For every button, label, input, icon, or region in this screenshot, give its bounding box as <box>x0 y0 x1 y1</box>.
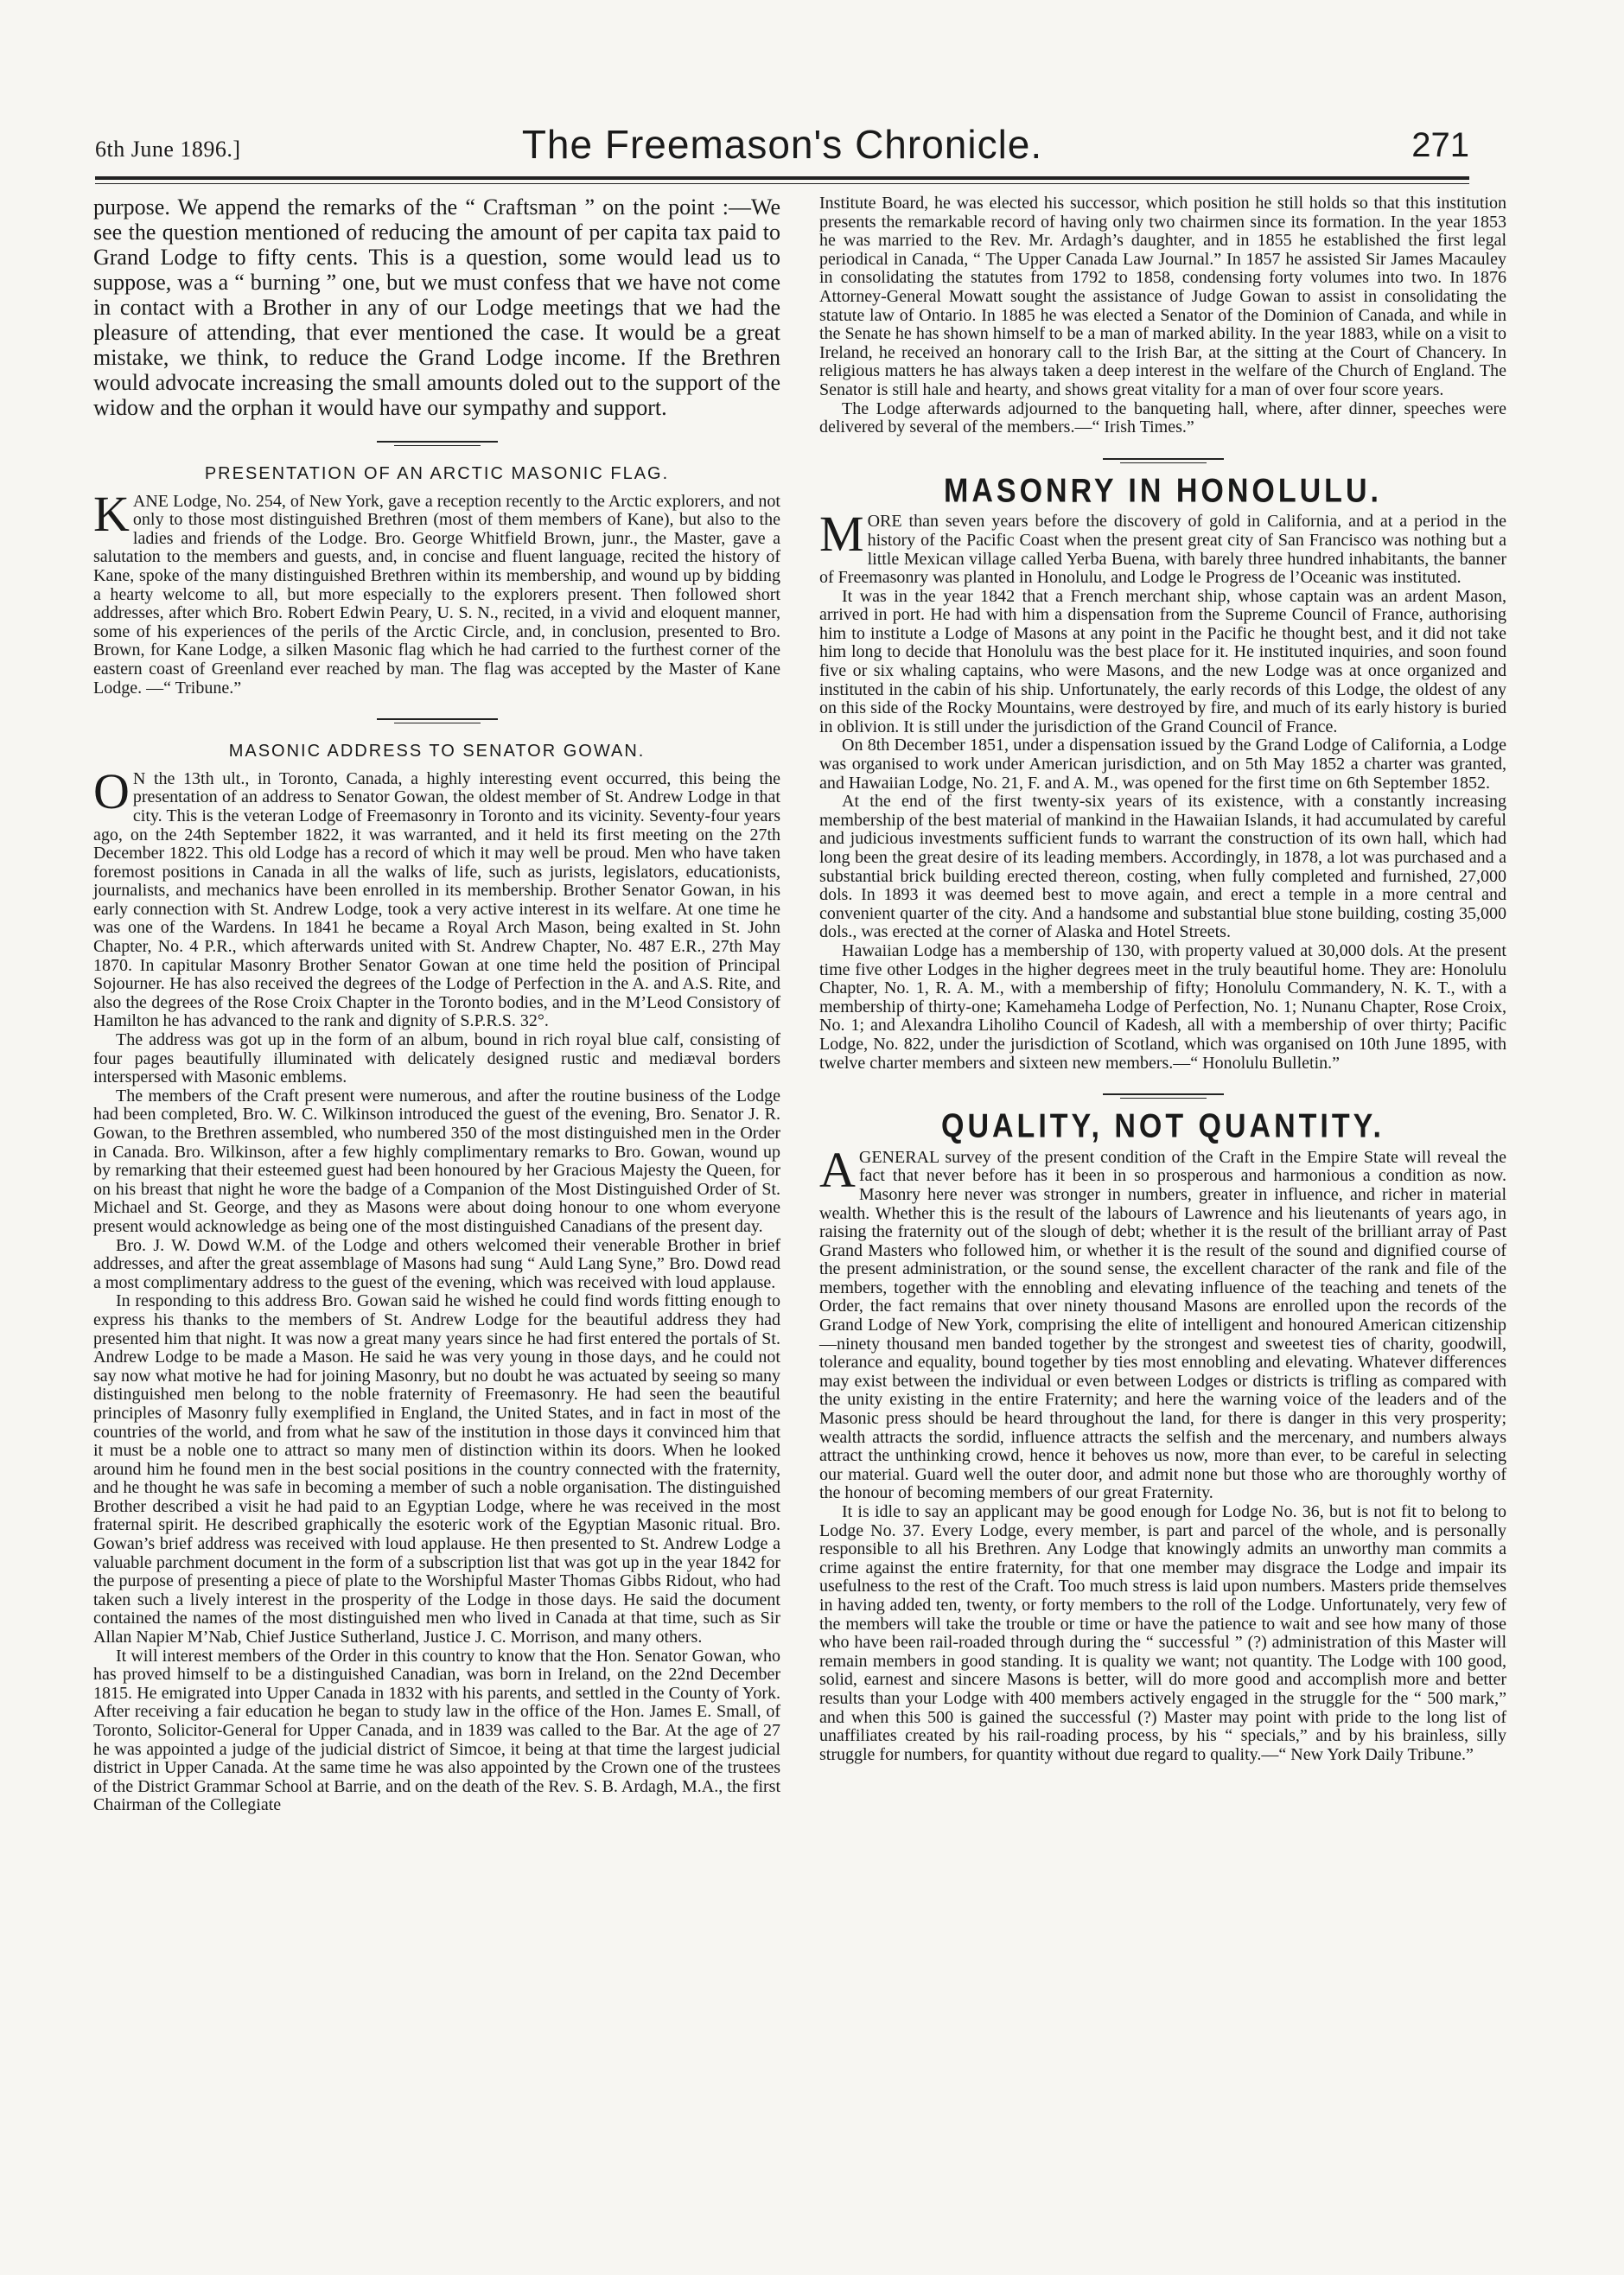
issue-date: 6th June 1896.] <box>95 137 241 162</box>
honolulu-paragraph-4: At the end of the first twenty-six years of its existence, with a constantly increasing membership of the best material of mankind in the Hawaiian Islands, it had accumulated by careful and judicious investments sufficient funds to warrant the construction of its own hall, which had long been the great desire of its leading members. Accordingly, in 1878, a lot was purchased and a substantial brick building erected thereon, costing, when fully completed and furnished, 27,000 dols. In 1893 it was deemed best to move again, and erect a temple in a more central and convenient quarter of the city. And a handsome and substantial blue stone building, costing 35,000 dols., was erected at the corner of Alaska and Hotel Streets. <box>819 792 1506 942</box>
gowan-paragraph-1 <box>93 762 780 1031</box>
honolulu-dropcap: M <box>819 506 864 563</box>
honolulu-paragraph-2: It was in the year 1842 that a French merchant ship, whose captain was an ardent Mason, arrived in port. He had with him a dispensation from the Supreme Council of France, authorising him to institute a Lodge of Masons at any point in the Pacific he thought best, and it did not take him long to decide that Honolulu was the best place for it. He instituted inquiries, and soon found five or six whaling captains, who were Masons, and the new Lodge was at once organized and instituted in the cabin of his ship. Unfortunately, the early records of this Lodge, the oldest of any on this side of the Rocky Mountains, were destroyed by fire, and much of its early history is buried in oblivion. It is still under the jurisdiction of the Grand Council of France. <box>819 586 1506 736</box>
quality-paragraph-1 <box>819 1141 1506 1503</box>
quality-paragraph-1-text: GENERAL survey of the present condition of the Craft in the Empire State will reveal the fact that never before has it been in so prosperous and harmonious a condition as now. Masonry here never was stronger in numbers, greater in influence, and richer in material wealth. Whether this is the result of the labours of Lawrence and his lieutenants of years ago, in raising the fraternity out of the slough of debt; whether it is the result of the brilliant array of Past Grand Masters who followed him, or whether it is the result of the sound and dignified course of the present administration, or the sound sense, the excellent character of the rank and file of the members, together with the ennobling and elevating influence of the teaching and tenets of the Order, the fact remains that over ninety thousand Masons are enrolled upon the records of the Grand Lodge of New York, comprising the elite of intelligent and honoured American citizenship—ninety thousand men banded together by the strongest and sweetest ties of charity, goodwill, tolerance and equality, bound together by ties most ennobling and elevating. Whatever differences may exist between the individual or even between Lodges or districts is trifling as compared with the unity existing in the entire Fraternity; and here the warning voice of the leaders and of the Masonic press should be heard throughout the land, for there is danger in this very prosperity; wealth attracts the sordid, influence attracts the selfish and the mercenary, and numbers always attract the unthinking crowd, hence it behoves us now, more than ever, to be careful in selecting our material. Guard well the outer door, and admit none but those who are thoroughly worthy of the honour of becoming members of our great Fraternity. <box>819 1147 1506 1503</box>
flag-article-text: ANE Lodge, No. 254, of New York, gave a reception recently to the Arctic explorers, and not only to those most distinguished Brethren (most of them members of Kane), but also to the ladies and friends of the Lodge. Bro. George Whitfield Brown, junr., the Master, gave a salutation to the members and guests, and, in concise and fluent language, recited the history of Kane, spoke of the many distinguished Brethren within its membership, and wound up by bidding a hearty welcome to all, but more especially to the explorers present. Then followed short addresses, after which Bro. Robert Edwin Peary, U. S. N., recited, in a vivid and eloquent manner, some of his experiences of the perils of the Arctic Circle, and, in conclusion, presented to Bro. Brown, for Kane Lodge, a silken Masonic flag which he had carried to the furthest corner of the eastern coast of Greenland ever reached by man. The flag was accepted by the Master of Kane Lodge. —“ Tribune.” <box>93 491 780 698</box>
masthead <box>95 121 1469 182</box>
honolulu-paragraph-1 <box>819 506 1506 588</box>
gowan-dropcap: O <box>93 762 130 819</box>
masthead-rule <box>95 176 1469 180</box>
flag-article-heading: PRESENTATION OF AN ARCTIC MASONIC FLAG. <box>204 464 670 483</box>
gowan-continuation: Institute Board, he was elected his successor, which position he still holds so that this institution presents the remarkable record of having only two chairmen since its formation. In the year 1853 he was married to the Rev. Mr. Ardagh’s daughter, and in 1855 he established the first legal periodical in Canada, “ The Upper Canada Law Journal.” In 1857 he assisted Sir James Macauley in consolidating the statutes from 1792 to 1858, condensing forty volumes into two. In 1876 Attorney-General Mowatt sought the assistance of Judge Gowan to assist in consolidating the statute law of Ontario. In 1885 he was elected a Senator of the Dominion of Canada, and while in the Senate he has shown himself to be a man of marked ability. In the year 1883, while on a visit to Ireland, he received an honorary call to the Irish Bar, at the sitting at the Court of Chancery. In religious matters he has always taken a deep interest in the welfare of the Church of England. The Senator is still hale and hearty, and shows great vitality for a man of over four score years. <box>819 194 1506 399</box>
honolulu-article-heading: MASONRY IN HONOLULU. <box>944 471 1382 510</box>
quality-article-heading: QUALITY, NOT QUANTITY. <box>941 1107 1385 1145</box>
quality-paragraph-2: It is idle to say an applicant may be good enough for Lodge No. 36, but is not fit to belong to Lodge No. 37. Every Lodge, every member, is part and parcel of the whole, and is personally responsible to all his Brethren. Any Lodge that knowingly admits an unworthy man commits a crime against the entire fraternity, for that one member may disgrace the Lodge and impair its usefulness to the rest of the Craft. Too much stress is laid upon numbers. Masters pride themselves in having added ten, twenty, or forty members to the roll of the Lodge. Unfortunately, very few of the members will take the trouble or time or have the patience to wait and see how many of those who have been rail-roaded through during the “ successful ” (?) administration of this Master will remain members in good standing. It is quality we want; not quantity. The Lodge with 100 good, solid, earnest and sincere Masons is better, will do more good and accomplish more and better results than your Lodge with 400 members actively engaged in the struggle for the “ 500 mark,” and when this 500 is gained the successful (?) Master may point with pride to the long list of unaffiliates created by his rail-roading process, by his “ specials,” and by his brainless, silly struggle for numbers, for quantity without due regard to quality.—“ New York Daily Tribune.” <box>819 1502 1506 1764</box>
flag-article-body <box>93 485 780 698</box>
left-column <box>93 194 780 1815</box>
section-divider <box>93 718 780 723</box>
section-divider <box>819 1093 1506 1099</box>
gowan-paragraph-1-text: N the 13th ult., in Toronto, Canada, a highly interesting event occurred, this being the presentation of an address to Senator Gowan, the oldest member of St. Andrew Lodge in that city. This is the veteran Lodge of Freemasonry in Toronto and its vicinity. Seventy-four years ago, on the 24th September 1822, it was warranted, and it held its first meeting on the 27th December 1822. This old Lodge has a record of which it may well be proud. Men who have taken foremost positions in Canada in all the walks of life, such as jurists, legislators, educationists, journalists, and mechanics have been enrolled in its membership. Brother Senator Gowan, in his early connection with St. Andrew Lodge, took a very active interest in its welfare. At one time he was one of the Wardens. In 1841 he became a Royal Arch Mason, being exalted in St. John Chapter, No. 4 P.R., which afterwards united with St. Andrew Chapter, No. 487 E.R., 27th May 1870. In capitular Masonry Brother Senator Gowan at one time held the position of Principal Sojourner. He has also received the degrees of the Lodge of Perfection in the A. and A.S. Rite, and also the degrees of the Rose Croix Chapter in the Toronto bodies, and in the M’Leod Consistory of Hamilton he has advanced to the rank and dignity of S.P.R.S. 32°. <box>93 768 780 1031</box>
honolulu-paragraph-1-text: ORE than seven years before the discovery of gold in California, and at a period in the history of the Pacific Coast when the present great city of San Francisco was nothing but a little Mexican village called Yerba Buena, with barely three hundred inhabitants, the banner of Freemasonry was planted in Honolulu, and Lodge le Progress de l’Oceanic was instituted. <box>819 512 1506 588</box>
gowan-paragraph-6: It will interest members of the Order in this country to know that the Hon. Senator Gowan, who has proved himself to be a distinguished Canadian, was born in Ireland, on the 22nd December 1815. He emigrated into Upper Canada in 1832 with his parents, and settled in the County of York. After receiving a fair education he began to study law in the office of the Hon. James E. Small, of Toronto, Solicitor-General for Upper Canada, and in 1839 was called to the Bar. At the age of 27 he was appointed a judge of the judicial district of Simcoe, it being at that time the largest judicial district in Upper Canada. At the same time he was also appointed by the Crown one of the trustees of the District Grammar School at Barrie, and on the death of the Rev. S. B. Ardagh, M.A., the first Chairman of the Collegiate <box>93 1646 780 1815</box>
right-column <box>819 194 1506 1764</box>
gowan-paragraph-4: Bro. J. W. Dowd W.M. of the Lodge and others welcomed their venerable Brother in brief addresses, and after the great assemblage of Masons had sung “ Auld Lang Syne,” Bro. Dowd read a most complimentary address to the guest of the evening, which was received with loud applause. <box>93 1235 780 1292</box>
gowan-paragraph-5: In responding to this address Bro. Gowan said he wished he could find words fitting enough to express his thanks to the members of St. Andrew Lodge for the beautiful address they had presented him that night. It was now a great many years since he had first entered the portals of St. Andrew Lodge to be made a Mason. He said he was very young in those days, and he could not say now what motive he had for joining Masonry, but no doubt he was actuated by seeing so many distinguished men belong to the noble fraternity of Freemasonry. He had seen the beautiful principles of Masonry fully exemplified in England, the United States, and in fact in most of the countries of the world, and from what he saw of the institution in those days it convinced him that it must be a noble one to attract so many men of distinction within its doors. When he looked around him he found men in the best social positions in the country connected with the fraternity, and he thought he was safe in becoming a member of such a noble organisation. The distinguished Brother described a visit he had paid to an Egyptian Lodge, where he was received in the most fraternal spirit. He described graphically the esoteric work of the Egyptian Masonic ritual. Bro. Gowan’s brief address was received with loud applause. He then presented to St. Andrew Lodge a valuable parchment document in the form of a subscription list that was got up in the year 1842 for the purpose of presenting a piece of plate to the Worshipful Master Thomas Gibbs Ridout, who had taken such a lively interest in the prosperity of the Lodge in those days. He said the document contained the names of the most distinguished men who lived in Canada at that time, such as Sir Allan Napier M’Nab, Chief Justice Sutherland, Justice J. C. Morrison, and many others. <box>93 1291 780 1647</box>
section-divider <box>93 441 780 446</box>
quality-dropcap: A <box>819 1141 856 1198</box>
gowan-paragraph-2: The address was got up in the form of an album, bound in rich royal blue calf, consisting of four pages beautifully illuminated with delicately designed rustic and mediæval borders interspersed with Masonic emblems. <box>93 1030 780 1087</box>
flag-dropcap: K <box>93 485 130 542</box>
gowan-article-heading: MASONIC ADDRESS TO SENATOR GOWAN. <box>228 742 646 762</box>
intro-paragraph: purpose. We append the remarks of the “ Craftsman ” on the point :—We see the question mentioned of reducing the amount of per capita tax paid to Grand Lodge to fifty cents. This is a question, some would lead us to suppose, was a “ burning ” one, but we must confess that we have not come in contact with a Brother in any of our Lodge meetings that we had the pleasure of attending, that ever mentioned the case. It would be a great mistake, we think, to reduce the Grand Lodge income. If the Brethren would advocate increasing the small amounts doled out to the support of the widow and the orphan it would have our sympathy and support. <box>93 194 780 420</box>
gowan-closing: The Lodge afterwards adjourned to the banqueting hall, where, after dinner, speeches were delivered by several of the members.—“ Irish Times.” <box>819 398 1506 437</box>
page-number: 271 <box>1411 126 1469 164</box>
section-divider <box>819 458 1506 463</box>
honolulu-paragraph-5: Hawaiian Lodge has a membership of 130, with property valued at 30,000 dols. At the present time five other Lodges in the higher degrees meet in the truly beautiful home. They are: Honolulu Chapter, No. 1, R. A. M., with a membership of fifty; Honolulu Commandery, N. K. T., with a membership of thirty-one; Kamehameha Lodge of Perfection, No. 1; Nunanu Chapter, Rose Croix, No. 1; and Alexandra Liholiho Council of Kadesh, all with a membership of over thirty; Pacific Lodge, No. 822, under the jurisdiction of Scotland, which was organised on 10th June 1895, with twelve charter members and sixteen new members.—“ Honolulu Bulletin.” <box>819 940 1506 1073</box>
gowan-paragraph-3: The members of the Craft present were numerous, and after the routine business of the Lodge had been completed, Bro. W. C. Wilkinson introduced the guest of the evening, Bro. Senator J. R. Gowan, to the Brethren assembled, who numbered 350 of the most distinguished men in the Order in Canada. Bro. Wilkinson, after a few highly complimentary remarks to Bro. Gowan, wound up by remarking that their esteemed guest had been honoured by her Gracious Majesty the Queen, for on his breast that night he wore the badge of a Companion of the Most Distinguished Order of St. Michael and St. George, and they as Masons were about doing honour to one whom everyone present would acknowledge as being one of the most distinguished Canadians of the present day. <box>93 1086 780 1236</box>
publication-title: The Freemason's Chronicle. <box>521 122 1043 167</box>
masthead-rule-thin <box>95 183 1469 184</box>
honolulu-paragraph-3: On 8th December 1851, under a dispensation issued by the Grand Lodge of California, a Lodge was organised to work under American jurisdiction, and on 5th May 1852 a charter was granted, and Hawaiian Lodge, No. 21, F. and A. M., was opened for the first time on 6th September 1852. <box>819 736 1506 793</box>
